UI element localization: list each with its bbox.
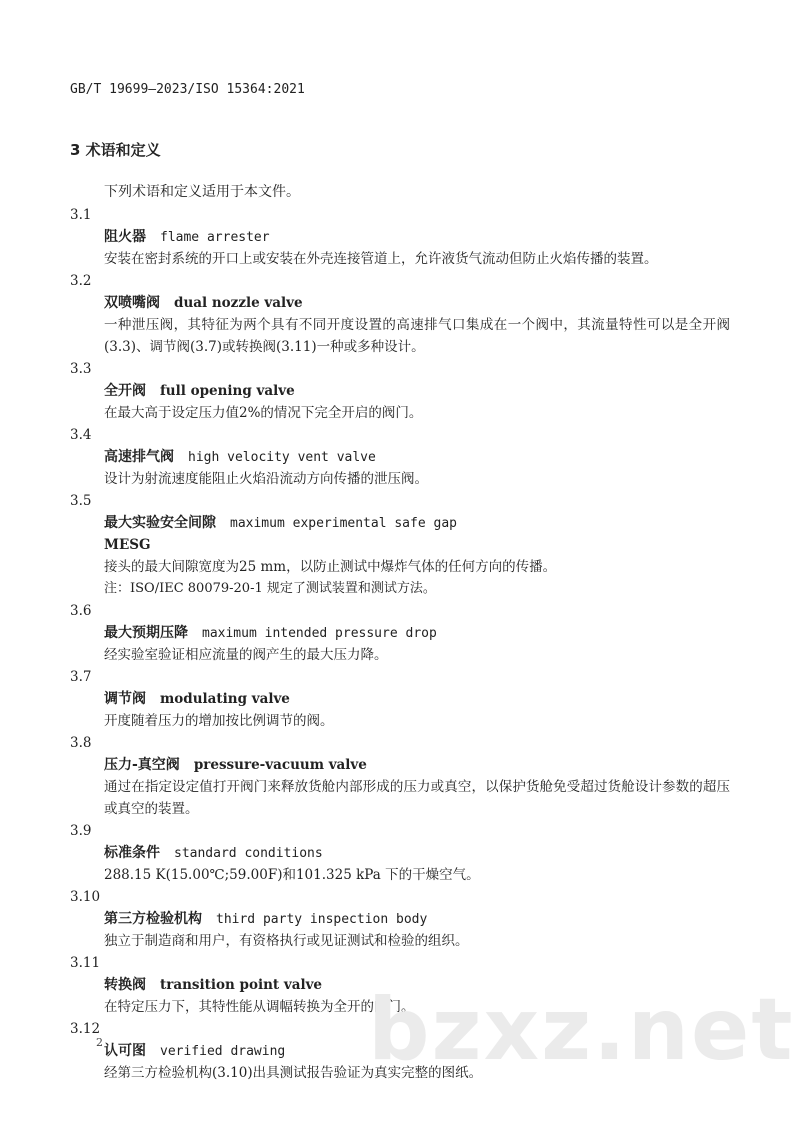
page-number: 2: [96, 1036, 103, 1049]
term-number: 3.1: [70, 207, 92, 223]
term-chinese-name: 第三方检验机构: [104, 911, 202, 927]
term-number: 3.4: [70, 427, 92, 443]
terms-list: [70, 204, 730, 1084]
term-chinese-name: 认可图: [104, 1043, 146, 1059]
term-english-name: flame arrester: [160, 230, 270, 245]
term-chinese-name: 全开阀: [104, 383, 146, 399]
term-entry: [70, 820, 730, 886]
term-chinese-name: 压力-真空阀: [104, 757, 180, 773]
term-title: [70, 226, 730, 248]
term-definition: 通过在指定设定值打开阀门来释放货舱内部形成的压力或真空，以保护货舱免受超过货舱设计参数的超压或真空的装置。: [104, 779, 730, 817]
term-title: [70, 842, 730, 864]
term-title: [70, 908, 730, 930]
term-definition: 在特定压力下，其特性能从调幅转换为全开的阀门。: [104, 999, 415, 1015]
term-english-name: full opening valve: [160, 383, 295, 399]
term-definition: 在最大高于设定压力值2%的情况下完全开启的阀门。: [104, 405, 423, 421]
term-title: [70, 446, 730, 468]
term-english-name: high velocity vent valve: [188, 450, 376, 465]
term-english-name: modulating valve: [160, 691, 290, 707]
term-definition: 开度随着压力的增加按比例调节的阀。: [104, 713, 334, 729]
term-note: 注：ISO/IEC 80079-20-1 规定了测试装置和测试方法。: [104, 581, 436, 596]
term-number: 3.9: [70, 823, 92, 839]
term-number: 3.3: [70, 361, 92, 377]
term-title: [70, 688, 730, 710]
term-title: [70, 512, 730, 534]
term-chinese-name: 最大预期压降: [104, 625, 188, 641]
term-definition: 288.15 K(15.00℃;59.00F)和101.325 kPa 下的干燥空气。: [104, 867, 480, 883]
standard-code-header: GB/T 19699—2023/ISO 15364:2021: [70, 82, 305, 97]
term-chinese-name: 标准条件: [104, 845, 160, 861]
term-entry: [70, 270, 730, 358]
term-chinese-name: 双喷嘴阀: [104, 295, 160, 311]
term-entry: [70, 732, 730, 820]
term-chinese-name: 阻火器: [104, 229, 146, 245]
term-chinese-name: 高速排气阀: [104, 449, 174, 465]
term-chinese-name: 转换阀: [104, 977, 146, 993]
term-title: [70, 754, 730, 776]
section-title: 3 术语和定义: [70, 141, 161, 159]
term-abbreviation: MESG: [104, 537, 151, 553]
term-number: 3.12: [70, 1021, 101, 1037]
term-entry: [70, 600, 730, 666]
watermark: bzxz.net: [368, 980, 795, 1080]
term-english-name: transition point valve: [160, 977, 322, 993]
term-definition: 经实验室验证相应流量的阀产生的最大压力降。: [104, 647, 388, 663]
term-english-name: maximum intended pressure drop: [202, 626, 437, 641]
term-title: [70, 622, 730, 644]
section-intro: 下列术语和定义适用于本文件。: [104, 184, 300, 200]
term-chinese-name: 最大实验安全间隙: [104, 515, 216, 531]
term-entry: [70, 358, 730, 424]
term-entry: [70, 886, 730, 952]
term-definition: 设计为射流速度能阻止火焰沿流动方向传播的泄压阀。: [104, 471, 428, 487]
term-title: [70, 292, 730, 314]
term-number: 3.5: [70, 493, 92, 509]
term-definition: 经第三方检验机构(3.10)出具测试报告验证为真实完整的图纸。: [104, 1065, 483, 1081]
term-number: 3.2: [70, 273, 92, 289]
term-title: [70, 380, 730, 402]
term-english-name: pressure-vacuum valve: [193, 757, 367, 773]
term-number: 3.10: [70, 889, 101, 905]
term-english-name: verified drawing: [160, 1044, 286, 1059]
term-definition: 独立于制造商和用户，有资格执行或见证测试和检验的组织。: [104, 933, 469, 949]
term-english-name: third party inspection body: [216, 912, 428, 927]
term-entry: [70, 424, 730, 490]
term-number: 3.11: [70, 955, 101, 971]
term-entry: [70, 204, 730, 270]
term-definition: 安装在密封系统的开口上或安装在外壳连接管道上，允许液货气流动但防止火焰传播的装置。: [104, 251, 658, 267]
term-english-name: standard conditions: [174, 846, 323, 861]
term-english-name: maximum experimental safe gap: [230, 516, 457, 531]
term-entry: [70, 666, 730, 732]
term-chinese-name: 调节阀: [104, 691, 146, 707]
term-definition: 一种泄压阀，其特征为两个具有不同开度设置的高速排气口集成在一个阀中，其流量特性可以是全开阀(3.3)、调节阀(3.7)或转换阀(3.11)一种或多种设计。: [104, 317, 730, 355]
term-english-name: dual nozzle valve: [174, 295, 303, 311]
term-definition: 接头的最大间隙宽度为25 mm，以防止测试中爆炸气体的任何方向的传播。: [104, 559, 557, 575]
term-number: 3.8: [70, 735, 92, 751]
term-number: 3.7: [70, 669, 92, 685]
term-entry: [70, 490, 730, 600]
term-number: 3.6: [70, 603, 92, 619]
